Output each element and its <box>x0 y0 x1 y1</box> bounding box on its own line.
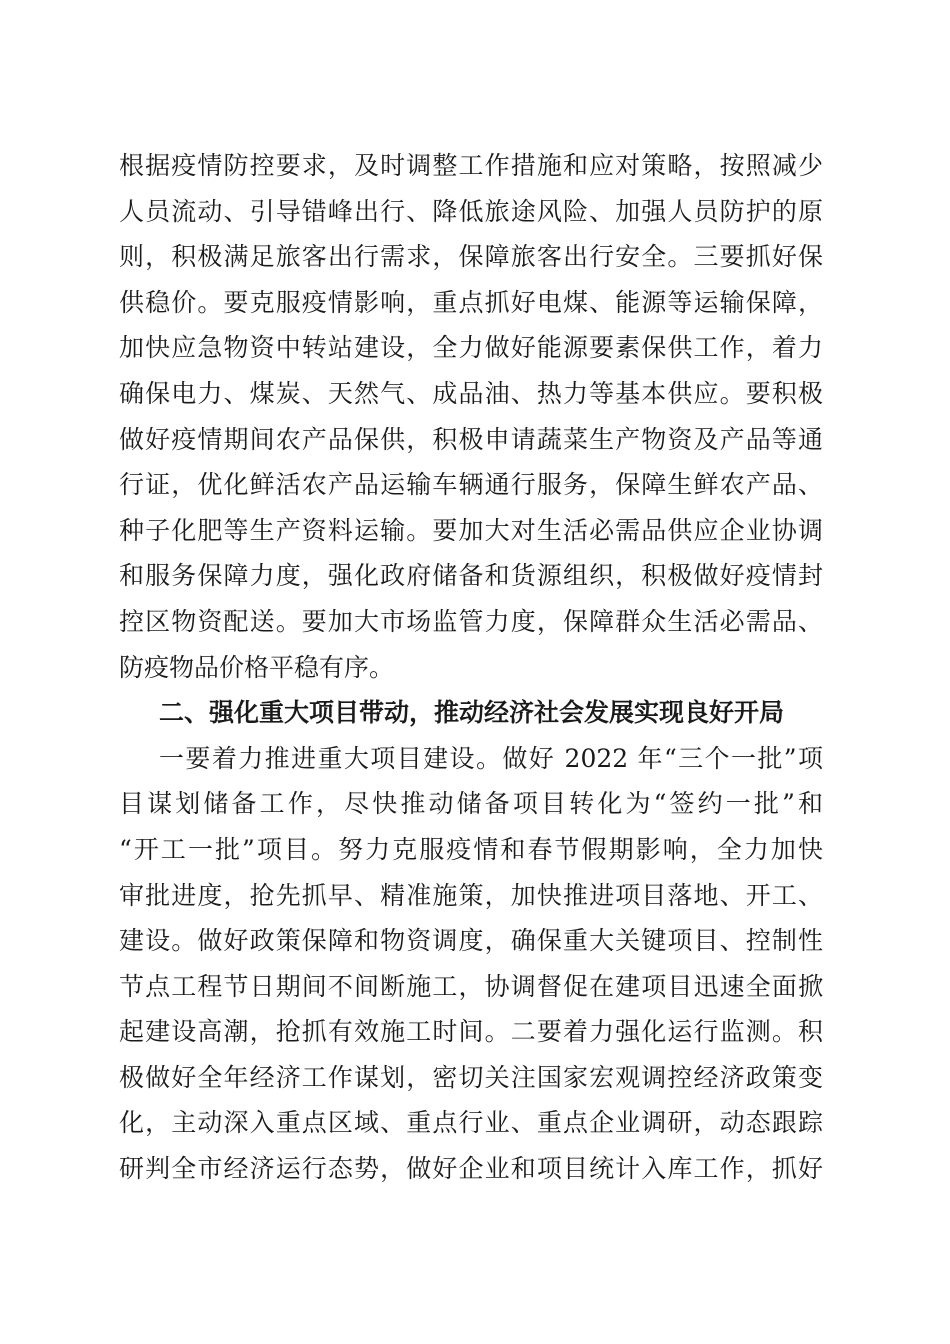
text-line: 审批进度，抢先抓早、精准施策，加快推进项目落地、开工、 <box>119 880 823 910</box>
text-line: 化，主动深入重点区域、重点行业、重点企业调研，动态跟踪 <box>119 1108 823 1138</box>
text-line: 种子化肥等生产资料运输。要加大对生活必需品供应企业协调 <box>119 515 823 545</box>
text-line: “开工一批”项目。努力克服疫情和春节假期影响，全力加快 <box>119 834 823 864</box>
text-line: 节点工程节日期间不间断施工，协调督促在建项目迅速全面掀 <box>119 971 823 1001</box>
text-line: 则，积极满足旅客出行需求，保障旅客出行安全。三要抓好保 <box>119 242 823 272</box>
text-line: 根据疫情防控要求，及时调整工作措施和应对策略，按照减少 <box>119 151 823 180</box>
text-line: 做好疫情期间农产品保供，积极申请蔬菜生产物资及产品等通 <box>119 424 823 454</box>
text-line: 确保电力、煤炭、天然气、成品油、热力等基本供应。要积极 <box>119 378 823 408</box>
text-line: 和服务保障力度，强化政府储备和货源组织，积极做好疫情封 <box>119 561 823 591</box>
text-line: 极做好全年经济工作谋划，密切关注国家宏观调控经济政策变 <box>119 1062 823 1092</box>
text-line: 起建设高潮，抢抓有效施工时间。二要着力强化运行监测。积 <box>119 1017 823 1047</box>
section2-paragraph <box>119 736 823 1192</box>
text-line: 行证，优化鲜活农产品运输车辆通行服务，保障生鲜农产品、 <box>119 470 823 500</box>
text-line: 研判全市经济运行态势，做好企业和项目统计入库工作，抓好 <box>119 1154 823 1184</box>
document-page <box>119 143 823 1192</box>
text-line: 人员流动、引导错峰出行、降低旅途风险、加强人员防护的原 <box>119 196 823 226</box>
text-line: 供稳价。要克服疫情影响，重点抓好电煤、能源等运输保障， <box>119 287 823 317</box>
text-line: 目谋划储备工作，尽快推动储备项目转化为“签约一批”和 <box>119 789 823 819</box>
text-line: 建设。做好政策保障和物资调度，确保重大关键项目、控制性 <box>119 926 823 956</box>
text-line: 控区物资配送。要加大市场监管力度，保障群众生活必需品、 <box>119 606 823 636</box>
section2-heading: 二、强化重大项目带动，推动经济社会发展实现良好开局 <box>159 698 785 728</box>
text-line: 防疫物品价格平稳有序。 <box>119 652 395 682</box>
section1-paragraph-tail <box>119 143 823 690</box>
text-line: 加快应急物资中转站建设，全力做好能源要素保供工作，着力 <box>119 333 823 363</box>
text-line: 一要着力推进重大项目建设。做好 2022 年“三个一批”项 <box>159 743 823 773</box>
